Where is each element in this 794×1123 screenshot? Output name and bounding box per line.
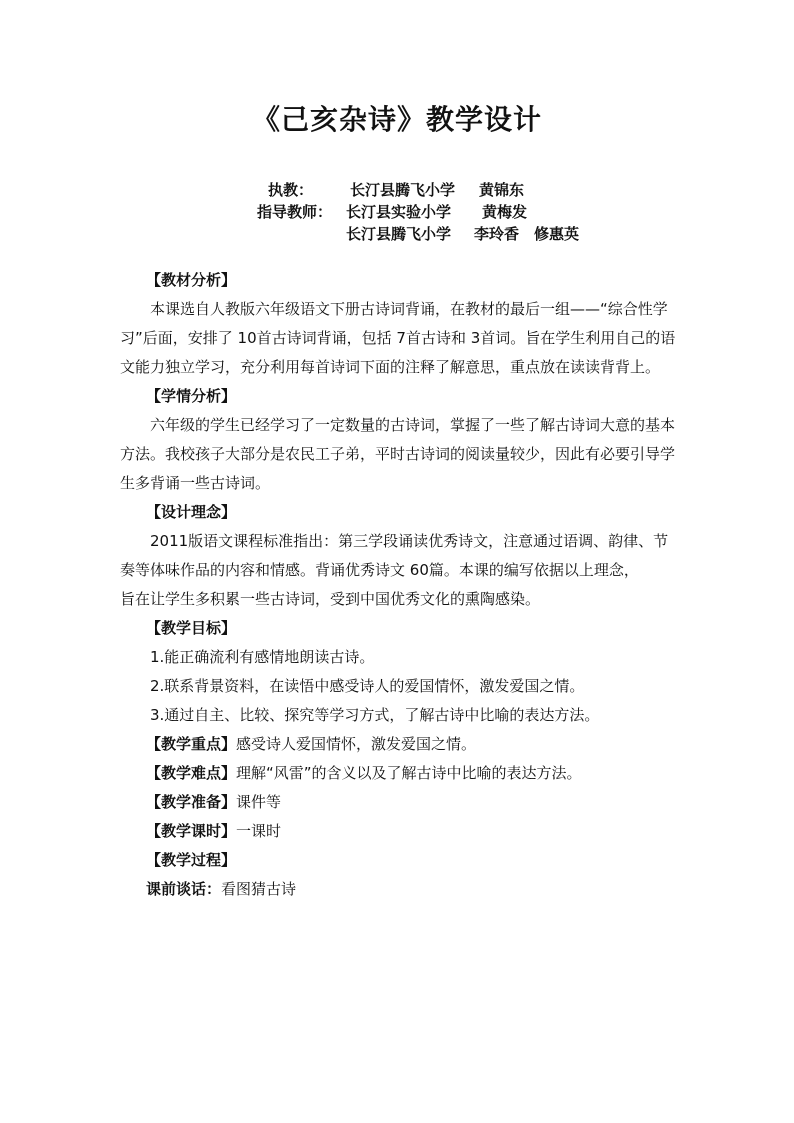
hours-line bbox=[120, 817, 676, 846]
pretalk-line bbox=[120, 875, 676, 904]
pretalk-heading: 课前谈话： bbox=[146, 880, 222, 898]
section-heading-hours: 【教学课时】 bbox=[146, 822, 237, 840]
goal-item-1: 1.能正确流利有感情地朗读古诗。 bbox=[150, 648, 375, 666]
advisor2-school: 长汀县腾飞小学 bbox=[346, 225, 452, 243]
goal-item-3: 3.通过自主、比较、探究等学习方式，了解古诗中比喻的表达方法。 bbox=[150, 706, 600, 724]
section-heading-material: 【教材分析】 bbox=[146, 271, 237, 289]
teacher-name: 黄锦东 bbox=[479, 181, 525, 199]
advisor1-school: 长汀县实验小学 bbox=[346, 203, 452, 221]
advisor1-name: 黄梅发 bbox=[482, 203, 528, 221]
key-point-line bbox=[120, 730, 676, 759]
advisor-label: 指导教师： bbox=[257, 203, 333, 221]
design-paragraph: 2011版语文课程标准指出：第三学段诵读优秀诗文，注意通过语调、韵律、节奏等体味作品的内容和情感。背诵优秀诗文 60篇。本课的编写依据以上理念， bbox=[120, 532, 669, 579]
student-paragraph: 六年级的学生已经学习了一定数量的古诗词，掌握了一些了解古诗词大意的基本方法。我校孩子大部分是农民工子弟，平时古诗词的阅读量较少，因此有必要引导学生多背诵一些古诗词。 bbox=[120, 416, 676, 492]
section-heading-preparation: 【教学准备】 bbox=[146, 793, 237, 811]
material-paragraph: 本课选自人教版六年级语文下册古诗词背诵，在教材的最后一组——“综合性学习”后面，安排了 10首古诗词背诵，包括 7首古诗和 3首词。旨在学生利用自己的语文能力独立学习，充分利用每首诗词下面的注释了解意思，重点放在读读背背上。 bbox=[120, 300, 676, 376]
section-heading-design: 【设计理念】 bbox=[146, 503, 237, 521]
key-point-text: 感受诗人爱国情怀，激发爱国之情。 bbox=[236, 735, 477, 753]
design-paragraph-continued: 旨在让学生多积累一些古诗词，受到中国优秀文化的熏陶感染。 bbox=[120, 590, 541, 608]
preparation-line bbox=[120, 788, 676, 817]
section-heading-goals: 【教学目标】 bbox=[146, 619, 237, 637]
difficulty-text: 理解“风雷”的含义以及了解古诗中比喻的表达方法。 bbox=[236, 764, 582, 782]
advisor2-names: 李玲香 修惠英 bbox=[474, 225, 580, 243]
goal-item-2: 2.联系背景资料，在读悟中感受诗人的爱国情怀，激发爱国之情。 bbox=[150, 677, 585, 695]
hours-text: 一课时 bbox=[236, 822, 282, 840]
pretalk-text: 看图猜古诗 bbox=[221, 880, 297, 898]
document-title: 《己亥杂诗》教学设计 bbox=[251, 103, 542, 136]
difficulty-line bbox=[120, 759, 676, 788]
teacher-school: 长汀县腾飞小学 bbox=[350, 181, 456, 199]
document-body bbox=[120, 266, 676, 904]
preparation-text: 课件等 bbox=[236, 793, 282, 811]
section-heading-student: 【学情分析】 bbox=[146, 387, 237, 405]
teacher-label: 执教： bbox=[268, 181, 314, 199]
section-heading-process: 【教学过程】 bbox=[146, 851, 237, 869]
section-heading-key: 【教学重点】 bbox=[146, 735, 237, 753]
section-heading-difficulty: 【教学难点】 bbox=[146, 764, 237, 782]
